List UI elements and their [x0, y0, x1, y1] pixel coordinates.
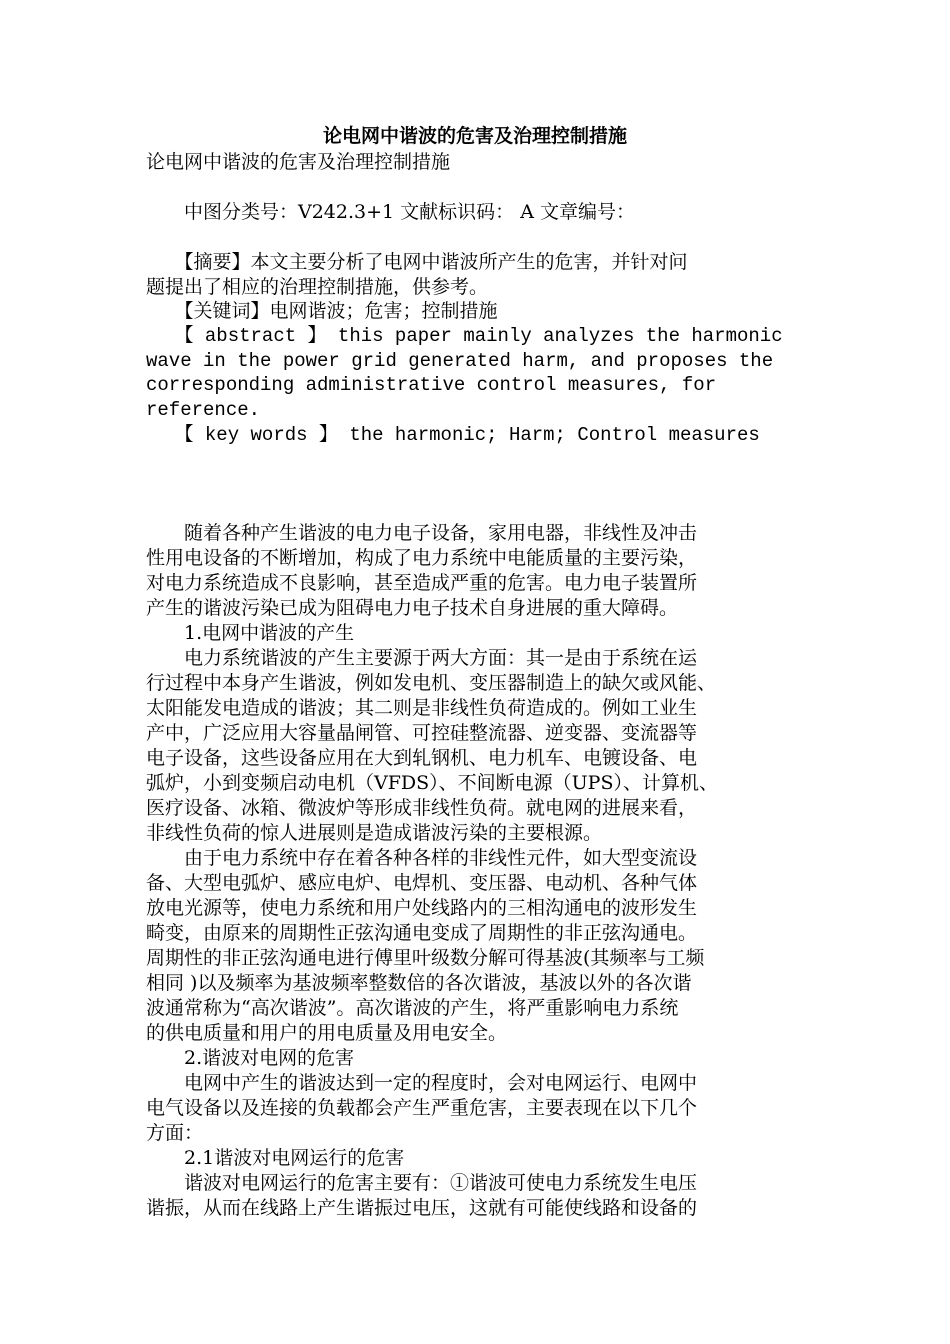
body-line: 医疗设备、冰箱、微波炉等形成非线性负荷。就电网的进展来看， — [146, 797, 698, 819]
body-line: 电子设备，这些设备应用在大到轧钢机、电力机车、电镀设备、电 — [146, 747, 698, 769]
body-line: 随着各种产生谐波的电力电子设备，家用电器，非线性及冲击 — [146, 522, 698, 544]
body-line: 对电力系统造成不良影响，甚至造成严重的危害。电力电子装置所 — [146, 572, 698, 594]
body-line: 相同 )以及频率为基波频率整数倍的各次谐波，基波以外的各次谐 — [146, 972, 692, 994]
body-line: 畸变，由原来的周期性正弦沟通电变成了周期性的非正弦沟通电。 — [146, 922, 698, 944]
body-line: 产生的谐波污染已成为阻碍电力电子技术自身进展的重大障碍。 — [146, 597, 679, 619]
body-line: 方面： — [146, 1122, 204, 1144]
body-line: 行过程中本身产生谐波，例如发电机、变压器制造上的缺欠或风能、 — [146, 672, 717, 694]
body-line: 由于电力系统中存在着各种各样的非线性元件，如大型变流设 — [146, 847, 698, 869]
abstract-en-line: reference. — [146, 399, 261, 421]
body-line: 周期性的非正弦沟通电进行傅里叶级数分解可得基波(其频率与工频 — [146, 947, 705, 969]
body-line: 波通常称为“高次谐波”。高次谐波的产生，将严重影响电力系统 — [146, 997, 679, 1019]
abstract-en-line: 【 abstract 】 this paper mainly analyzes the harmonic — [146, 325, 783, 347]
abstract-cn-line: 题提出了相应的治理控制措施，供参考。 — [146, 276, 489, 298]
body-line: 太阳能发电造成的谐波；其二则是非线性负荷造成的。例如工业生 — [146, 697, 698, 719]
body-line: 放电光源等，使电力系统和用户处线路内的三相沟通电的波形发生 — [146, 897, 698, 919]
classification-line: 中图分类号：V242.3+1 文献标识码： A 文章编号： — [146, 201, 635, 223]
keywords-en-line: 【 key words 】 the harmonic; Harm; Control measures — [146, 424, 760, 446]
body-line: 的供电质量和用户的用电质量及用电安全。 — [146, 1022, 508, 1044]
body-line: 电网中产生的谐波达到一定的程度时，会对电网运行、电网中 — [146, 1072, 698, 1094]
section-heading: 1.电网中谐波的产生 — [146, 622, 355, 644]
body-line: 性用电设备的不断增加，构成了电力系统中电能质量的主要污染， — [146, 547, 698, 569]
body-line: 备、大型电弧炉、感应电炉、电焊机、变压器、电动机、各种气体 — [146, 872, 698, 894]
abstract-en-line: corresponding administrative control measures, for — [146, 374, 717, 396]
section-heading: 2.1谐波对电网运行的危害 — [146, 1147, 405, 1169]
body-line: 电力系统谐波的产生主要源于两大方面：其一是由于系统在运 — [146, 647, 698, 669]
document-title: 论电网中谐波的危害及治理控制措施 — [322, 125, 627, 147]
body-line: 谐振，从而在线路上产生谐振过电压，这就有可能使线路和设备的 — [146, 1197, 698, 1219]
body-line: 电气设备以及连接的负载都会产生严重危害，主要表现在以下几个 — [146, 1097, 698, 1119]
abstract-cn-line: 【摘要】本文主要分析了电网中谐波所产生的危害，并针对问 — [146, 251, 688, 273]
section-heading: 2.谐波对电网的危害 — [146, 1047, 355, 1069]
keywords-cn-line: 【关键词】电网谐波；危害；控制措施 — [146, 300, 498, 322]
body-line: 非线性负荷的惊人进展则是造成谐波污染的主要根源。 — [146, 822, 603, 844]
body-line: 产中，广泛应用大容量晶闸管、可控硅整流器、逆变器、变流器等 — [146, 722, 698, 744]
body-line: 谐波对电网运行的危害主要有：①谐波可使电力系统发生电压 — [146, 1172, 698, 1194]
abstract-en-line: wave in the power grid generated harm, and proposes the — [146, 350, 774, 372]
document-subtitle: 论电网中谐波的危害及治理控制措施 — [146, 151, 451, 173]
body-line: 弧炉，小到变频启动电机（VFDS）、不间断电源（UPS）、计算机、 — [146, 772, 718, 794]
